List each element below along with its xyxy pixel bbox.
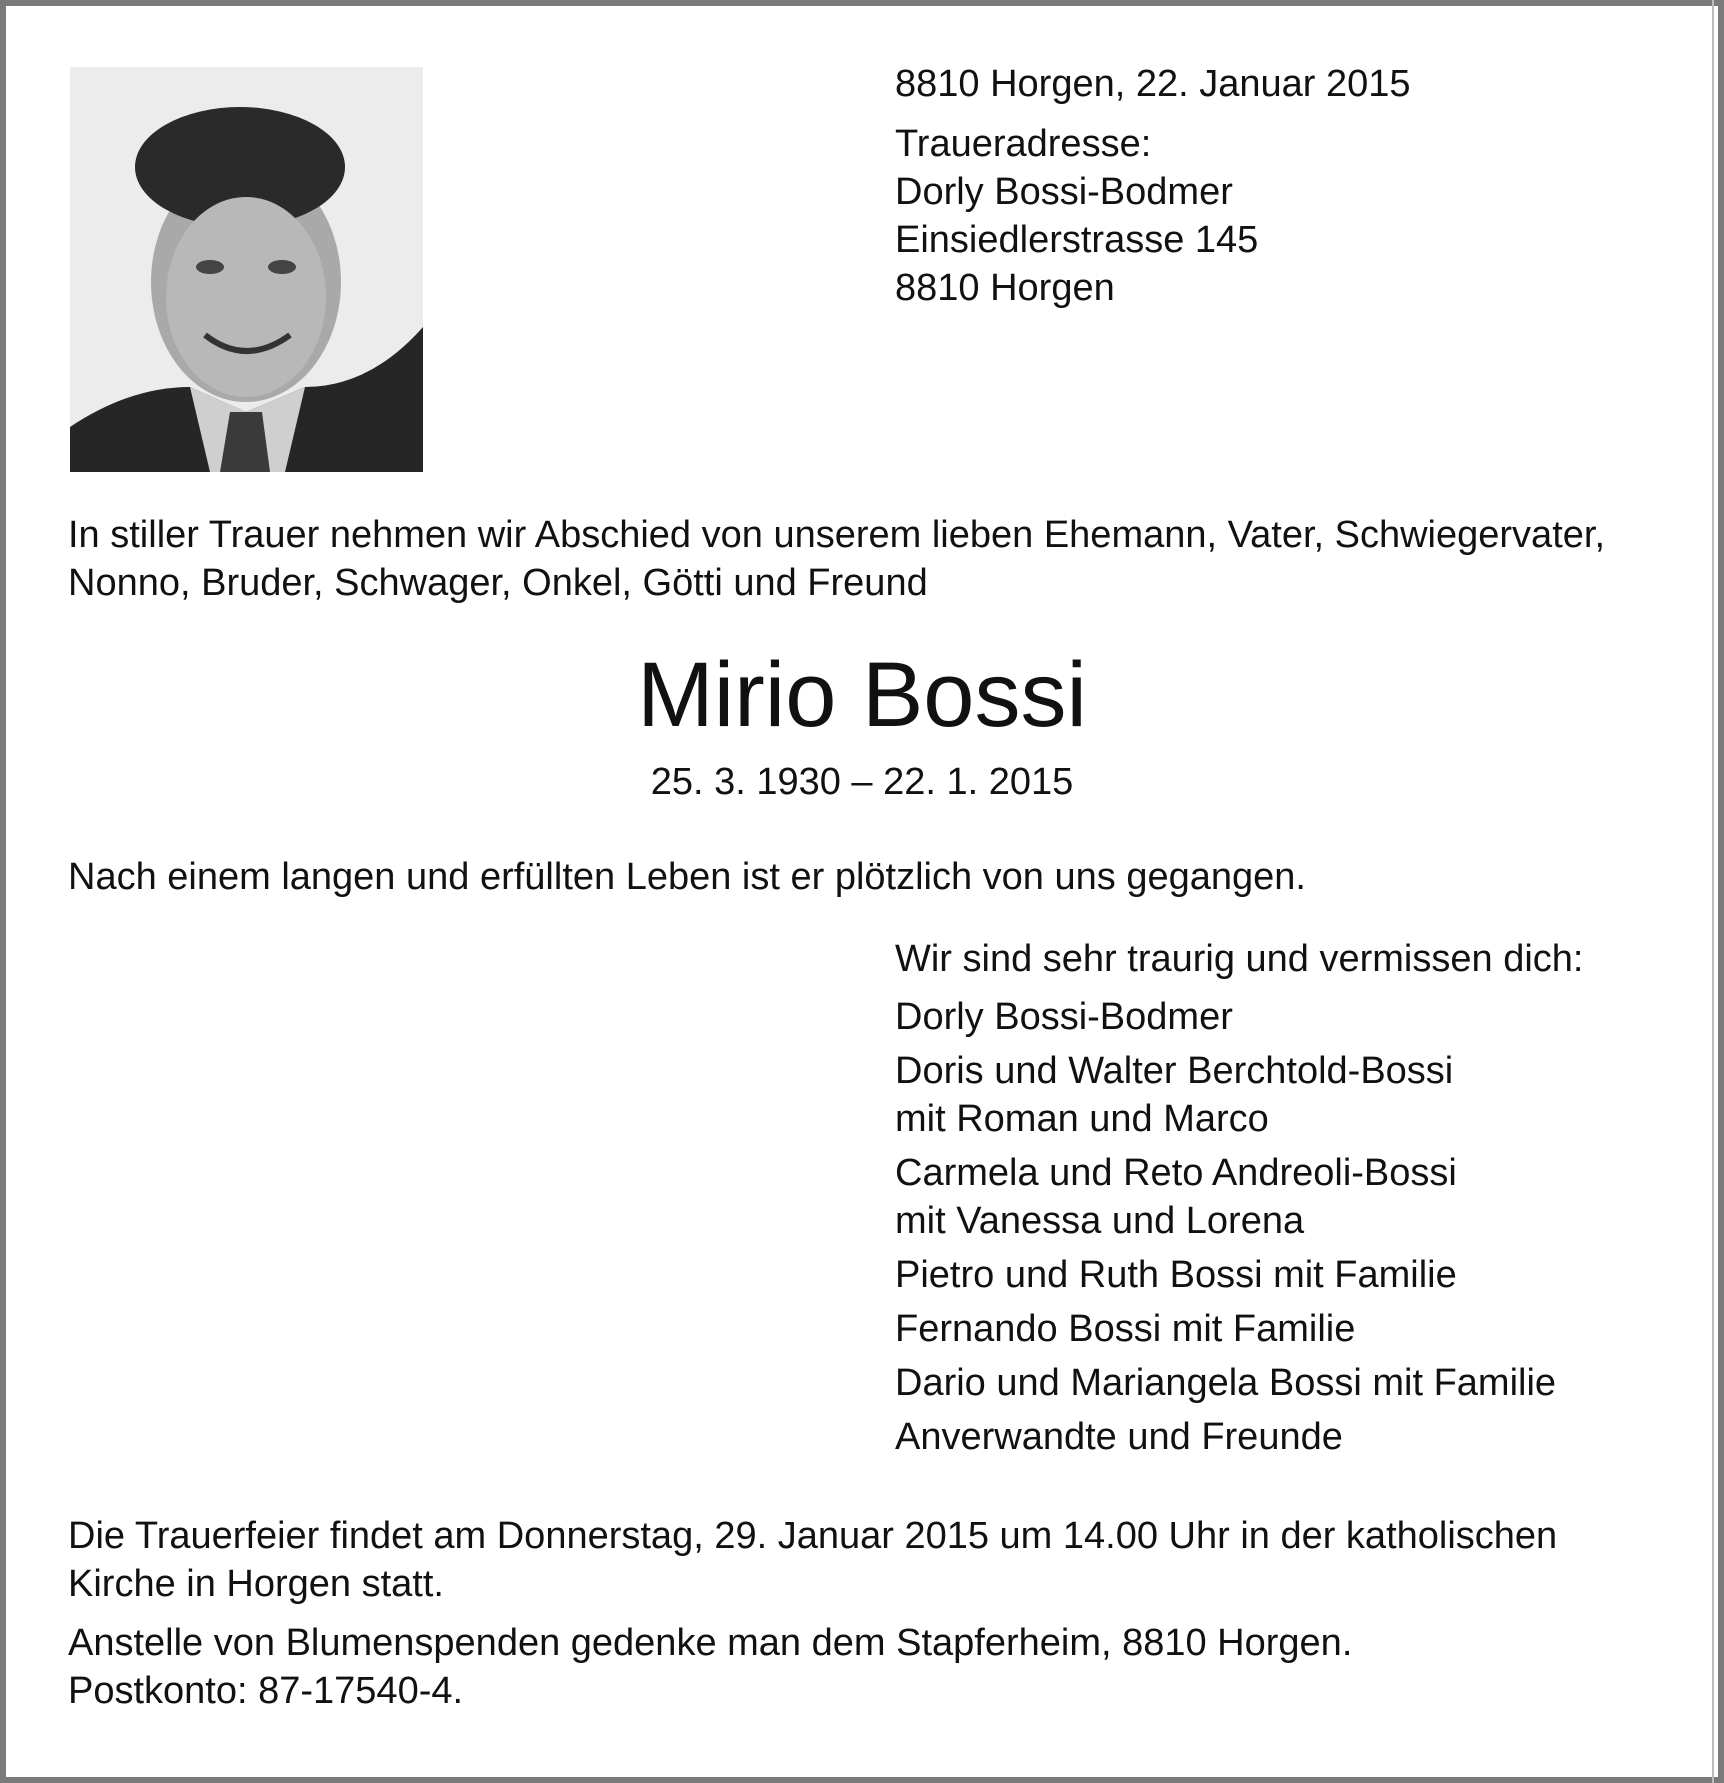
postal-account: Postkonto: 87-17540-4. (68, 1670, 464, 1712)
deceased-name: Mirio Bossi (637, 644, 1087, 746)
portrait-photo (70, 67, 423, 472)
place-date: 8810 Horgen, 22. Januar 2015 (895, 63, 1411, 105)
mourner-line: Carmela und Reto Andreoli-Bossi (895, 1152, 1457, 1194)
intro-text: In stiller Trauer nehmen wir Abschied von unserem lieben Ehemann, Vater, Schwiegervater, Nonno, Bruder, Schwager, Onkel, Götti und Freund (68, 514, 1605, 604)
mourner-line: Anverwandte und Freunde (895, 1416, 1343, 1458)
donation-notice (68, 1619, 1658, 1715)
mourner-group (895, 1413, 1583, 1461)
mourner-line: Dario und Mariangela Bossi mit Familie (895, 1362, 1557, 1404)
address-city: 8810 Horgen (895, 267, 1115, 309)
mourner-line: mit Roman und Marco (895, 1098, 1269, 1140)
address-label: Traueradresse: (895, 123, 1152, 165)
mourners-list (895, 935, 1583, 1467)
address-street: Einsiedlerstrasse 145 (895, 219, 1259, 261)
mourner-line: Fernando Bossi mit Familie (895, 1308, 1356, 1350)
mourner-line: Pietro und Ruth Bossi mit Familie (895, 1254, 1457, 1296)
donation-text: Anstelle von Blumenspenden gedenke man dem Stapferheim, 8810 Horgen. (68, 1622, 1353, 1664)
mourner-group (895, 1149, 1583, 1245)
mourner-line: Doris und Walter Berchtold-Bossi (895, 1050, 1454, 1092)
ceremony-notice: Die Trauerfeier findet am Donnerstag, 29. Januar 2015 um 14.00 Uhr in der katholischen Kirche in Horgen statt. (68, 1515, 1558, 1605)
mourner-group (895, 1305, 1583, 1353)
page-edge-line (1712, 0, 1714, 1783)
life-dates: 25. 3. 1930 – 22. 1. 2015 (650, 761, 1074, 803)
mourner-group (895, 1251, 1583, 1299)
mourner-group (895, 1047, 1583, 1143)
header-address-block (895, 60, 1411, 312)
mourners-lead: Wir sind sehr traurig und vermissen dich: (895, 938, 1584, 980)
mourner-line: Dorly Bossi-Bodmer (895, 996, 1233, 1038)
address-name: Dorly Bossi-Bodmer (895, 171, 1233, 213)
mourner-group (895, 1359, 1583, 1407)
life-statement: Nach einem langen und erfüllten Leben ist er plötzlich von uns gegangen. (68, 856, 1306, 898)
mourner-line: mit Vanessa und Lorena (895, 1200, 1305, 1242)
mourner-group (895, 993, 1583, 1041)
